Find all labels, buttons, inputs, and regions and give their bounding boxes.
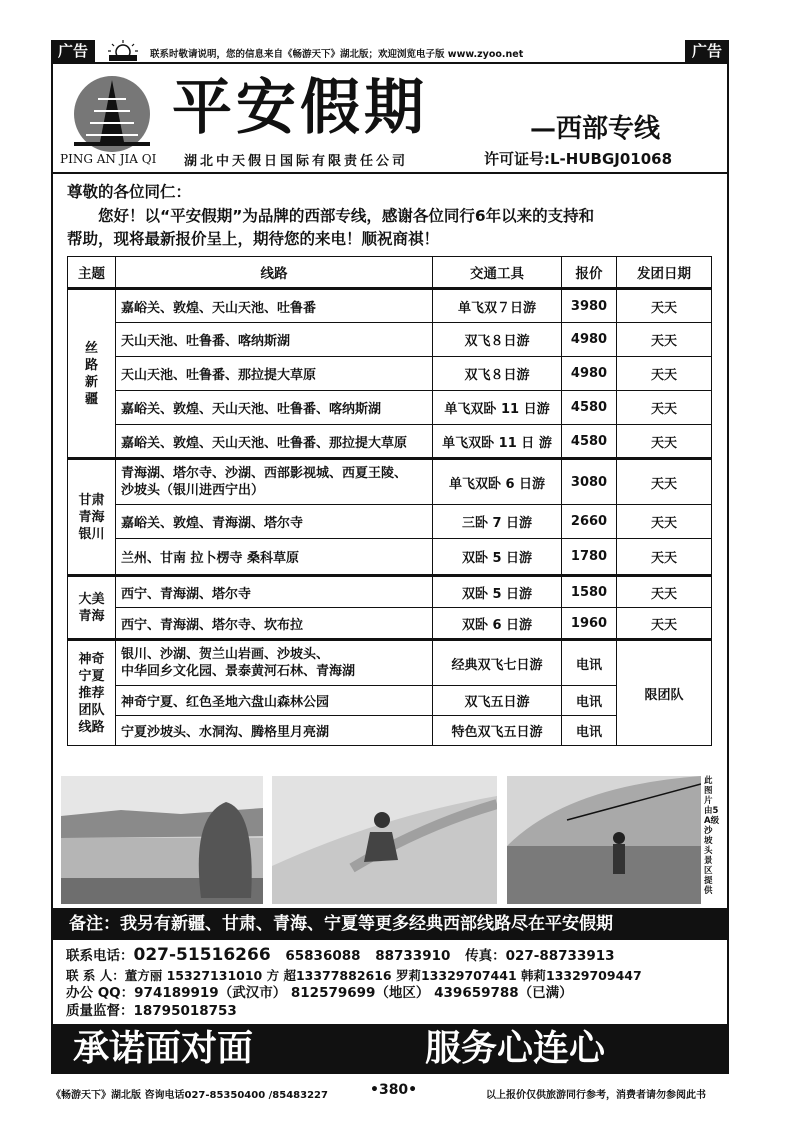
- price-cell: 3980: [562, 289, 617, 323]
- fax: 传真：027-88733913: [465, 948, 615, 964]
- route-cell: 西宁、青海湖、塔尔寺: [116, 576, 433, 608]
- ad-tag-right: 广告: [685, 40, 729, 62]
- transport-cell: 单飞双卧 6 日游: [433, 459, 562, 505]
- page-title: 平安假期: [172, 73, 428, 143]
- supervise-number: 18795018753: [133, 1003, 237, 1019]
- footer-disclaimer: 以上报价仅供旅游同行参考，消费者请勿参阅此书: [486, 1090, 706, 1101]
- date-cell: 天天: [617, 459, 712, 505]
- date-cell: 天天: [617, 357, 712, 391]
- header-divider: [53, 172, 727, 174]
- table-row: [68, 539, 712, 576]
- photo-zipline: [507, 776, 701, 904]
- price-cell: 1780: [562, 539, 617, 576]
- transport-cell: 经典双飞七日游: [433, 640, 562, 686]
- greeting-salutation: 尊敬的各位同仁：: [67, 183, 192, 201]
- photo-stone-monument: [61, 776, 263, 904]
- date-cell: 天天: [617, 505, 712, 539]
- transport-cell: 双卧 6 日游: [433, 608, 562, 640]
- transport-cell: 双飞８日游: [433, 357, 562, 391]
- greeting-line-2: 帮助，现将最新报价呈上，期待您的来电！顺祝商祺！: [67, 230, 440, 248]
- route-cell: 银川、沙湖、贺兰山岩画、沙坡头、 中华回乡文化园、景泰黄河石林、青海湖: [116, 640, 433, 686]
- route-cell: 青海湖、塔尔寺、沙湖、西部影视城、西夏王陵、 沙坡头（银川进西宁出）: [116, 459, 433, 505]
- table-row: [68, 459, 712, 505]
- theme-cell: 甘肃 青海 银川: [68, 459, 116, 576]
- price-cell: 3080: [562, 459, 617, 505]
- slogan-left: 承诺面对面: [73, 1027, 254, 1069]
- price-cell: 2660: [562, 505, 617, 539]
- logo-latin-text: PING AN JIA QI: [60, 152, 157, 166]
- col-route: 线路: [116, 257, 433, 289]
- table-row: [68, 608, 712, 640]
- qq-label: 办公 QQ：: [66, 985, 135, 1001]
- table-row: [68, 576, 712, 608]
- col-theme: 主题: [68, 257, 116, 289]
- date-cell: 天天: [617, 289, 712, 323]
- transport-cell: 单飞双７日游: [433, 289, 562, 323]
- remark-banner: 备注：我另有新疆、甘肃、青海、宁夏等更多经典西部线路尽在平安假期: [53, 908, 727, 940]
- price-cell: 电讯: [562, 716, 617, 746]
- price-cell: 1580: [562, 576, 617, 608]
- route-cell: 嘉峪关、敦煌、天山天池、吐鲁番: [116, 289, 433, 323]
- theme-cell: 丝 路 新 疆: [68, 289, 116, 459]
- ad-tag-left: 广告: [51, 40, 95, 62]
- route-cell: 天山天池、吐鲁番、那拉提大草原: [116, 357, 433, 391]
- date-cell: 天天: [617, 576, 712, 608]
- photo-sand-sliding: [272, 776, 497, 904]
- contact-qq-line: [66, 984, 573, 1003]
- persons: 董方丽 15327131010 方 超13377882616 罗莉13329707441 韩莉13329709447: [124, 968, 642, 983]
- company-name: 湖北中天假日国际有限责任公司: [184, 154, 409, 169]
- contact-supervise-line: [66, 1002, 237, 1021]
- route-cell: 嘉峪关、敦煌、天山天池、吐鲁番、喀纳斯湖: [116, 391, 433, 425]
- phone-label: 联系电话：: [66, 948, 134, 964]
- table-row: [68, 686, 712, 716]
- price-cell: 1960: [562, 608, 617, 640]
- phone-3: 88733910: [375, 948, 451, 964]
- price-cell: 4980: [562, 357, 617, 391]
- table-row: [68, 505, 712, 539]
- date-cell: 天天: [617, 539, 712, 576]
- table-header-row: [68, 257, 712, 289]
- table-row: [68, 391, 712, 425]
- table-row: [68, 323, 712, 357]
- route-cell: 嘉峪关、敦煌、青海湖、塔尔寺: [116, 505, 433, 539]
- col-price: 报价: [562, 257, 617, 289]
- table-row: [68, 289, 712, 323]
- route-cell: 宁夏沙坡头、水洞沟、腾格里月亮湖: [116, 716, 433, 746]
- price-cell: 4580: [562, 425, 617, 459]
- phone-2: 65836088: [285, 948, 361, 964]
- greeting-line-1: 您好！以“平安假期”为品牌的西部专线，感谢各位同行6年以来的支持和: [98, 207, 595, 225]
- persons-label: 联 系 人：: [66, 968, 125, 983]
- table-row: [68, 716, 712, 746]
- slogan-bar: [53, 1024, 727, 1072]
- date-cell-merged: 限团队: [617, 640, 712, 746]
- route-cell: 天山天池、吐鲁番、喀纳斯湖: [116, 323, 433, 357]
- transport-cell: 双飞五日游: [433, 686, 562, 716]
- col-transport: 交通工具: [433, 257, 562, 289]
- transport-cell: 单飞双卧 11 日 游: [433, 425, 562, 459]
- date-cell: 天天: [617, 608, 712, 640]
- price-cell: 电讯: [562, 640, 617, 686]
- table-row: [68, 425, 712, 459]
- pyramid-logo-icon: [70, 74, 154, 154]
- route-cell: 嘉峪关、敦煌、天山天池、吐鲁番、那拉提大草原: [116, 425, 433, 459]
- transport-cell: 单飞双卧 11 日游: [433, 391, 562, 425]
- photo-caption: 此图片由5A级沙坡头景区提供: [704, 776, 720, 896]
- license-number: 许可证号:L-HUBGJ01068: [484, 150, 673, 168]
- route-price-table: [67, 256, 712, 746]
- phone-main: 027-51516266: [133, 945, 271, 965]
- date-cell: 天天: [617, 391, 712, 425]
- contact-phone-line: [66, 946, 615, 966]
- footer-publication: 《畅游天下》湖北版 咨询电话027-85350400 /85483227: [51, 1090, 328, 1101]
- date-cell: 天天: [617, 323, 712, 357]
- theme-cell: 大美 青海: [68, 576, 116, 640]
- date-cell: 天天: [617, 425, 712, 459]
- transport-cell: 双飞８日游: [433, 323, 562, 357]
- route-cell: 兰州、甘南 拉卜楞寺 桑科草原: [116, 539, 433, 576]
- slogan-right: 服务心连心: [425, 1027, 606, 1069]
- header-note: 联系时敬请说明，您的信息来自《畅游天下》湖北版；欢迎浏览电子版 www.zyoo.net: [150, 49, 524, 60]
- supervise-label: 质量监督：: [66, 1003, 134, 1019]
- magazine-logo-icon: [103, 38, 143, 62]
- page-subtitle: —西部专线: [530, 114, 661, 144]
- price-cell: 4980: [562, 323, 617, 357]
- price-cell: 4580: [562, 391, 617, 425]
- price-cell: 电讯: [562, 686, 617, 716]
- theme-cell: 神奇 宁夏 推荐 团队 线路: [68, 640, 116, 746]
- transport-cell: 特色双飞五日游: [433, 716, 562, 746]
- route-cell: 神奇宁夏、红色圣地六盘山森林公园: [116, 686, 433, 716]
- col-date: 发团日期: [617, 257, 712, 289]
- table-row: [68, 357, 712, 391]
- route-cell: 西宁、青海湖、塔尔寺、坎布拉: [116, 608, 433, 640]
- table-row: [68, 640, 712, 686]
- contact-persons-line: [66, 966, 642, 985]
- qq-numbers: 974189919（武汉市） 812579699（地区） 439659788（已满）: [134, 985, 573, 1001]
- transport-cell: 三卧 7 日游: [433, 505, 562, 539]
- transport-cell: 双卧 5 日游: [433, 539, 562, 576]
- transport-cell: 双卧 5 日游: [433, 576, 562, 608]
- page-number: •380•: [370, 1082, 418, 1098]
